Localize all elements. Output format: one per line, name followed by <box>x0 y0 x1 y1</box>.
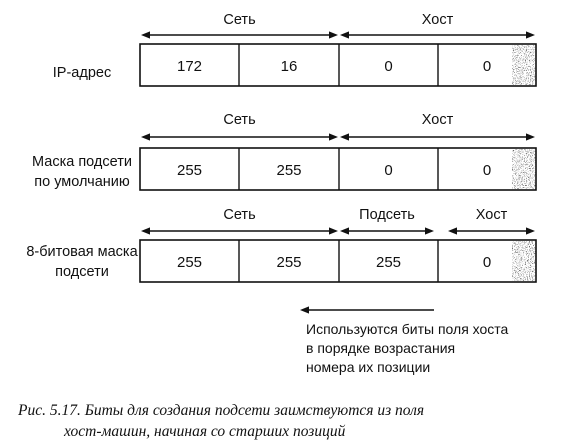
arrowhead <box>329 133 338 140</box>
arrowhead <box>340 227 349 234</box>
segment-label: Сеть <box>223 207 256 223</box>
caption-line: хост-машин, начиная со старших позиций <box>64 423 346 440</box>
note-line: номера их позиции <box>306 359 431 375</box>
row-label: по умолчанию <box>34 174 130 190</box>
segment-label: Хост <box>421 12 454 28</box>
diagram-rows <box>26 12 536 282</box>
arrowhead <box>425 227 434 234</box>
arrowhead <box>141 227 150 234</box>
octet-value: 255 <box>176 254 203 271</box>
octet-value: 0 <box>482 58 492 75</box>
arrowhead <box>340 31 349 38</box>
segment-label: Хост <box>475 207 508 223</box>
octet-value: 0 <box>482 254 492 271</box>
figure-caption <box>17 402 424 440</box>
arrowhead <box>300 306 309 313</box>
octet-value: 0 <box>384 58 393 75</box>
lsb-note <box>300 306 509 375</box>
row-2 <box>32 112 536 190</box>
arrowhead <box>329 31 338 38</box>
octet-value: 172 <box>176 58 203 75</box>
row-label: подсети <box>55 264 109 280</box>
note-line: Используются биты поля хоста <box>306 321 509 337</box>
arrowhead <box>526 227 535 234</box>
segment-label: Подсеть <box>359 207 415 223</box>
octet-value: 0 <box>482 162 492 179</box>
octet-value: 0 <box>384 162 393 179</box>
arrowhead <box>141 31 150 38</box>
arrowhead <box>526 133 535 140</box>
row-label: 8-битовая маска <box>26 244 138 260</box>
caption-line: Рис. 5.17. Биты для создания подсети заимствуются из поля <box>18 402 425 419</box>
octet-value: 255 <box>276 254 302 271</box>
segment-label: Хост <box>421 112 454 128</box>
arrowhead <box>329 227 338 234</box>
note-line: в порядке возрастания <box>306 340 456 356</box>
octet-value: 255 <box>276 162 302 179</box>
arrowhead <box>448 227 457 234</box>
arrowhead <box>340 133 349 140</box>
row-label: Маска подсети <box>32 154 132 170</box>
row-1 <box>53 12 536 86</box>
octet-value: 255 <box>375 254 402 271</box>
arrowhead <box>526 31 535 38</box>
octet-value: 255 <box>176 162 203 179</box>
row-3 <box>26 207 536 282</box>
arrowhead <box>141 133 150 140</box>
segment-label: Сеть <box>223 12 256 28</box>
segment-label: Сеть <box>223 112 256 128</box>
octet-value: 16 <box>280 58 298 75</box>
row-label: IP-адрес <box>52 65 112 81</box>
